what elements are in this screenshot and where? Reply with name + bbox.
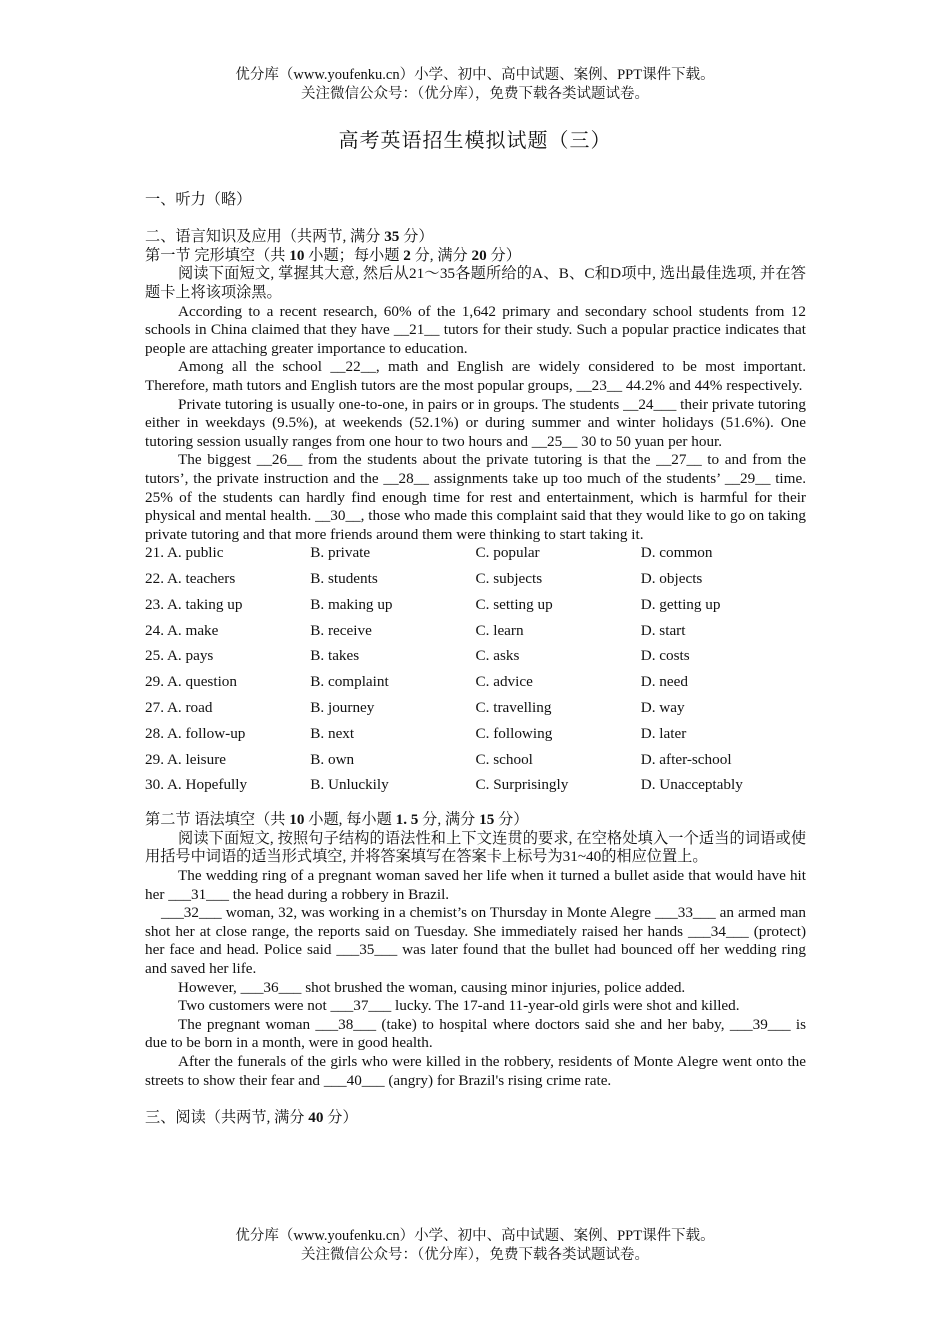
part3-heading: 三、阅读（共两节, 满分 40 分）	[145, 1108, 358, 1126]
footer-line-1: 优分库（www.youfenku.cn）小学、初中、高中试题、案例、PPT课件下载。	[235, 1228, 715, 1244]
cloze-paragraph: Private tutoring is usually one-to-one, in pairs or in groups. The students __24___ their private tutoring either in weekdays (9.5%), at weekends (52.1%) or during summer and winter holidays (51.6%). One tutoring session usually ranges from one hour to two hours and __25__ 30 to 50 yuan per hour.	[145, 395, 806, 450]
option: C. Surprisingly	[475, 776, 569, 794]
option: 24. A. make	[145, 621, 219, 639]
header-line-1: 优分库（www.youfenku.cn）小学、初中、高中试题、案例、PPT课件下载。	[235, 67, 715, 83]
option: C. advice	[475, 673, 533, 691]
option: D. costs	[640, 647, 690, 665]
option: D. after-school	[640, 750, 732, 768]
part2-heading: 二、语言知识及应用（共两节, 满分 35 分）	[145, 228, 434, 246]
option: C. learn	[475, 621, 524, 639]
option: B. receive	[310, 621, 372, 639]
option: 22. A. teachers	[145, 570, 236, 588]
cloze-paragraph: Among all the school __22__, math and English are widely considered to be most important. Therefore, math tutors and English tutors are the most popular groups, __23__ 44.2% and 44% respectively.	[145, 358, 806, 394]
section2-instructions: 阅读下面短文, 按照句子结构的语法性和上下文连贯的要求, 在空格处填入一个适当的词语或使用括号中词语的适当形式填空, 并将答案填写在答案卡上标号为31~40的相应位置上。	[145, 829, 806, 866]
option: 23. A. taking up	[145, 595, 243, 613]
page-footer	[0, 1227, 950, 1265]
footer-line-2: 关注微信公众号：（优分库），免费下载各类试题试卷。	[301, 1247, 649, 1263]
section1-heading: 第一节 完形填空（共 10 小题；每小题 2 分, 满分 20 分）	[145, 246, 521, 264]
option-row	[145, 570, 806, 596]
grammar-paragraph: The wedding ring of a pregnant woman saved her life when it turned a bullet aside that would have hit her ___31___ the head during a robbery in Brazil.	[145, 867, 806, 903]
option-row	[145, 622, 806, 648]
option: B. own	[310, 750, 355, 768]
option: C. subjects	[475, 570, 543, 588]
option-row	[145, 751, 806, 777]
cloze-options	[145, 544, 806, 802]
option: C. travelling	[475, 699, 552, 717]
section2-heading: 第二节 语法填空（共 10 小题, 每小题 1. 5 分, 满分 15 分）	[145, 811, 529, 829]
option: 29. A. leisure	[145, 750, 226, 768]
page-header	[0, 66, 950, 104]
option: 28. A. follow-up	[145, 724, 246, 742]
option: C. setting up	[475, 595, 553, 613]
option: D. start	[640, 621, 686, 639]
option: D. objects	[640, 570, 703, 588]
option: D. common	[640, 544, 713, 562]
option: B. complaint	[310, 673, 389, 691]
part1-heading: 一、听力（略）	[145, 191, 252, 208]
option-row	[145, 699, 806, 725]
option: D. getting up	[640, 595, 721, 613]
option: 30. A. Hopefully	[145, 776, 248, 794]
page-title: 高考英语招生模拟试题（三）	[338, 130, 612, 152]
grammar-paragraph: The pregnant woman ___38___ (take) to hospital where doctors said she and her baby, ___39___ is due to be born in a month, were in good health.	[145, 1015, 806, 1052]
option: C. popular	[475, 544, 540, 562]
option: B. journey	[310, 699, 375, 717]
option-row	[145, 725, 806, 751]
cloze-paragraph: The biggest __26__ from the students about the private tutoring is that the __27__ to and from the tutors’, the private instruction and the __28__ assignments take up too much of the students’ __29__ time. 25% of the students can hardly find enough time for rest and entertainment, which is harmful for their physical and mental health. __30__, those who made this complaint said that they would like to go on taking private tutoring and that more friends around them were thinking to start taking it.	[145, 451, 806, 543]
grammar-paragraph: However, ___36___ shot brushed the woman, causing minor injuries, police added.	[178, 978, 686, 996]
option-row	[145, 673, 806, 699]
option: 27. A. road	[145, 699, 213, 717]
option: B. private	[310, 544, 371, 562]
option: 21. A. public	[145, 544, 224, 562]
option: 25. A. pays	[145, 647, 214, 665]
grammar-paragraph: ___32___ woman, 32, was working in a chemist’s on Thursday in Monte Alegre ___33___ an armed man shot her at close range, the reports said on Tuesday. She immediately raised her hands ___34___ (protect) her face and head. Police said ___35___ was later found that the bullet had bounced off her wedding ring and saved her life.	[145, 904, 806, 977]
option: C. school	[475, 750, 533, 768]
option: B. next	[310, 724, 355, 742]
option: B. takes	[310, 647, 360, 665]
option: D. need	[640, 673, 688, 691]
option-row	[145, 544, 806, 570]
grammar-paragraph: After the funerals of the girls who were killed in the robbery, residents of Monte Alegre went onto the streets to show their fear and ___40___ (angry) for Brazil's rising crime rate.	[145, 1052, 806, 1089]
option-row	[145, 647, 806, 673]
option: B. students	[310, 570, 378, 588]
option: B. Unluckily	[310, 776, 389, 794]
option-row	[145, 776, 806, 802]
section1-instructions: 阅读下面短文, 掌握其大意, 然后从21～35各题所给的A、B、C和D项中, 选出最佳选项, 并在答题卡上将该项涂黑。	[145, 265, 806, 301]
option-row	[145, 596, 806, 622]
option: D. way	[640, 699, 685, 717]
option: D. Unacceptably	[640, 776, 743, 794]
option: D. later	[640, 724, 687, 742]
document-body	[145, 191, 806, 1127]
cloze-paragraph: According to a recent research, 60% of the 1,642 primary and secondary school students from 12 schools in China claimed that they have __21__ tutors for their study. Such a popular practice indicates that people are attaching greater importance to education.	[145, 302, 806, 357]
option: B. making up	[310, 595, 393, 613]
option: C. following	[475, 724, 553, 742]
grammar-paragraph: Two customers were not ___37___ lucky. The 17-and 11-year-old girls were shot and killed.	[178, 997, 740, 1015]
header-line-2: 关注微信公众号：（优分库），免费下载各类试题试卷。	[301, 86, 649, 102]
option: 29. A. question	[145, 673, 237, 691]
option: C. asks	[475, 647, 520, 665]
